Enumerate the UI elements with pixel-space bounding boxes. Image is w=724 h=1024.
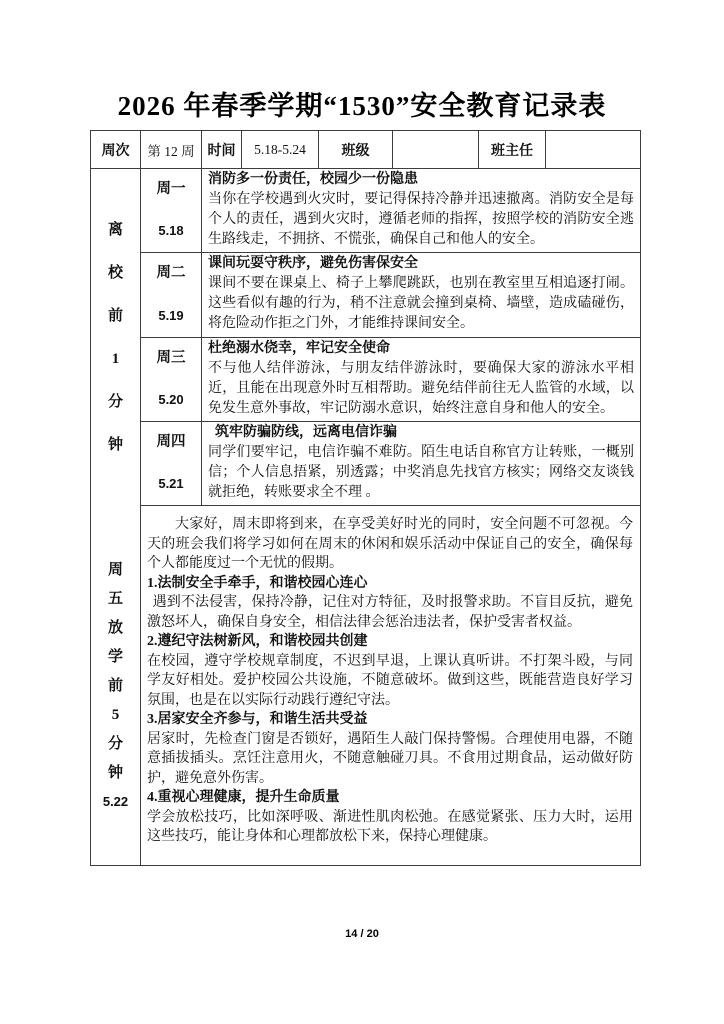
- topic-title: 筑牢防骗防线，远离电信诈骗: [215, 425, 397, 440]
- day-cell-tuesday: [141, 253, 202, 337]
- day-name: 周二: [156, 265, 186, 281]
- side-char: 前: [107, 678, 123, 694]
- point-body: 学会放松技巧，比如深呼吸、渐进性肌肉松弛。在感觉紧张、压力大时，运用这些技巧，能让身体和心理都放松下来，保持心理健康。: [147, 809, 633, 844]
- table-row: [141, 169, 640, 253]
- day-date: 5.21: [158, 476, 184, 491]
- side-char: 1: [111, 350, 120, 367]
- class-value-cell: [393, 131, 479, 168]
- page-number: 14 / 20: [345, 928, 379, 940]
- week-value-cell: 第 12 周: [141, 131, 202, 168]
- topic-title: 课间玩耍守秩序，避免伤害保安全: [208, 256, 418, 271]
- table-header-row: [91, 131, 640, 169]
- friday-intro: 大家好，周末即将到来，在享受美好时光的同时，安全问题不可忽视。今天的班会我们将学习如何在周末的休闲和娱乐活动中保证自己的安全，确保每个人都能度过一个无忧的假期。: [147, 517, 633, 571]
- side-char: 放: [107, 620, 123, 636]
- point-body: 在校园，遵守学校规章制度，不迟到早退，上课认真听讲。不打架斗殴，与同学友好相处。爱护校园公共设施，不随意破坏。做到这些，既能营造良好学习氛围，也是在以实际行动践行遵纪守法。: [147, 653, 633, 708]
- side-date: 5.22: [102, 794, 129, 809]
- side-char: 校: [107, 264, 123, 281]
- point-title: 3.居家安全齐参与，和谐生活共受益: [147, 712, 368, 727]
- topic-title: 消防多一份责任，校园少一份隐患: [208, 172, 418, 187]
- side-char: 五: [107, 591, 123, 607]
- day-cell-wednesday: [141, 338, 202, 421]
- point-body: 遇到不法侵害，保持冷静，记住对方特征，及时报警求助。不盲目反抗，避免激怒坏人，确保自身安全，相信法律会惩治违法者，保护受害者权益。: [147, 595, 633, 630]
- teacher-value-cell: [546, 131, 640, 168]
- content-cell: [202, 169, 640, 252]
- teacher-label-cell: 班主任: [479, 131, 546, 168]
- day-name: 周一: [156, 181, 186, 197]
- content-cell: [202, 338, 640, 421]
- time-label-cell: 时间: [202, 131, 242, 168]
- topic-body: 课间不要在课桌上、椅子上攀爬跳跃，也别在教室里互相追逐打闹。这些看似有趣的行为，稍不注意就会撞到桌椅、墙壁，造成磕碰伤，将危险动作拒之门外，才能维持课间安全。: [208, 276, 634, 331]
- daily-section: [91, 169, 640, 506]
- point-title: 4.重视心理健康，提升生命质量: [147, 790, 340, 805]
- side-char: 5: [111, 707, 120, 723]
- side-char: 前: [107, 307, 123, 324]
- daily-rows: [141, 169, 640, 506]
- side-char: 钟: [107, 765, 123, 781]
- day-cell-monday: [141, 169, 202, 252]
- point-body: 居家时，先检查门窗是否锁好，遇陌生人敲门保持警惕。合理使用电器，不随意插拔插头。烹饪注意用火，不随意触碰刀具。不食用过期食品，运动做好防护，避免意外伤害。: [147, 731, 633, 786]
- friday-side-label: [91, 506, 141, 865]
- point-title: 2.遵纪守法树新风，和谐校园共创建: [147, 634, 368, 649]
- content-cell: [202, 422, 640, 505]
- topic-body: 同学们要牢记，电信诈骗不难防。陌生电话自称官方让转账，一概别信；个人信息捂紧，别透露；中奖消息先找官方核实；网络交友谈钱就拒绝，转账要求全不理 。: [208, 445, 634, 500]
- side-char: 周: [107, 562, 123, 578]
- day-date: 5.18: [158, 223, 184, 238]
- daily-side-label: [91, 169, 141, 506]
- record-table: [90, 130, 641, 866]
- side-char: 钟: [107, 436, 123, 453]
- day-name: 周三: [156, 350, 186, 366]
- point-title: 1.法制安全手牵手，和谐校园心连心: [147, 575, 368, 591]
- time-value-cell: 5.18-5.24: [242, 131, 319, 168]
- topic-body: 不与他人结伴游泳，与朋友结伴游泳时，要确保大家的游泳水平相近，且能在出现意外时互相帮助。避免结伴前往无人监管的水域，以免发生意外事故，牢记防溺水意识，始终注意自身和他人的安全。: [208, 361, 634, 416]
- topic-body: 当你在学校遇到火灾时，要记得保持冷静并迅速撤离。消防安全是每个人的责任，遇到火灾时，遵循老师的指挥，按照学校的消防安全逃生路线走，不拥挤、不慌张，确保自己和他人的安全。: [208, 192, 634, 247]
- friday-section: [91, 506, 640, 865]
- content-cell: [202, 253, 640, 337]
- week-label-cell: 周次: [91, 131, 141, 168]
- day-date: 5.19: [158, 308, 184, 323]
- table-row: [141, 253, 640, 338]
- table-row: [141, 338, 640, 422]
- topic-title: 杜绝溺水侥幸，牢记安全使命: [208, 341, 390, 356]
- side-char: 离: [107, 221, 123, 238]
- friday-content-cell: [141, 506, 640, 865]
- side-char: 学: [107, 649, 123, 665]
- class-label-cell: 班级: [319, 131, 393, 168]
- day-date: 5.20: [158, 392, 184, 407]
- day-name: 周四: [156, 434, 186, 450]
- page-title: 2026 年春季学期“1530”安全教育记录表: [117, 91, 607, 121]
- table-row: [141, 422, 640, 506]
- side-char: 分: [107, 736, 123, 752]
- day-cell-thursday: [141, 422, 202, 505]
- side-char: 分: [107, 393, 123, 410]
